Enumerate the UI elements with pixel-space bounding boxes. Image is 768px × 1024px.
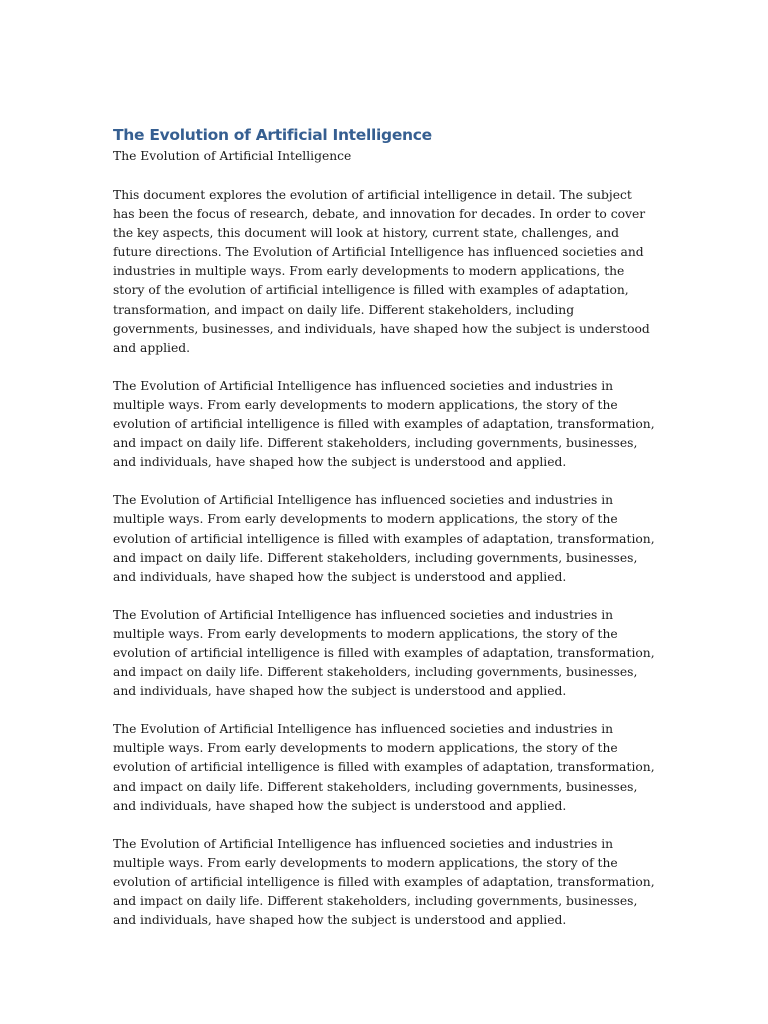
document-title: The Evolution of Artificial Intelligence xyxy=(113,126,432,144)
paragraph-6: The Evolution of Artificial Intelligence has influenced societies and industries in multiple ways. From early developments to modern applications, the story of the evolution of artificial intelligence is filled with examples of adaptation, transformation, and impact on daily life. Different stakeholders, including governments, businesses, and individuals, have shaped how the subject is understood and applied. xyxy=(113,836,655,928)
paragraph-5: The Evolution of Artificial Intelligence has influenced societies and industries in multiple ways. From early developments to modern applications, the story of the evolution of artificial intelligence is filled with examples of adaptation, transformation, and impact on daily life. Different stakeholders, including governments, businesses, and individuals, have shaped how the subject is understood and applied. xyxy=(113,722,655,813)
paragraph-4: The Evolution of Artificial Intelligence has influenced societies and industries in multiple ways. From early developments to modern applications, the story of the evolution of artificial intelligence is filled with examples of adaptation, transformation, and impact on daily life. Different stakeholders, including governments, businesses, and individuals, have shaped how the subject is understood and applied. xyxy=(113,607,655,699)
document-subtitle: The Evolution of Artificial Intelligence xyxy=(113,149,352,163)
paragraph-intro: This document explores the evolution of artificial intelligence in detail. The subject has been the focus of research, debate, and innovation for decades. In order to cover the key aspects, this document will look at history, current state, challenges, and future directions. The Evolution of Artificial Intelligence has influenced societies and industries in multiple ways. From early developments to modern applications, the story of the evolution of artificial intelligence is filled with examples of adaptation, transformation, and impact on daily life. Different stakeholders, including governments, businesses, and individuals, have shaped how the subject is understood and applied. xyxy=(113,188,650,355)
document-page xyxy=(113,124,657,930)
paragraph-2: The Evolution of Artificial Intelligence has influenced societies and industries in multiple ways. From early developments to modern applications, the story of the evolution of artificial intelligence is filled with examples of adaptation, transformation, and impact on daily life. Different stakeholders, including governments, businesses, and individuals, have shaped how the subject is understood and applied. xyxy=(113,378,655,470)
paragraph-3: The Evolution of Artificial Intelligence has influenced societies and industries in multiple ways. From early developments to modern applications, the story of the evolution of artificial intelligence is filled with examples of adaptation, transformation, and impact on daily life. Different stakeholders, including governments, businesses, and individuals, have shaped how the subject is understood and applied. xyxy=(113,493,655,584)
